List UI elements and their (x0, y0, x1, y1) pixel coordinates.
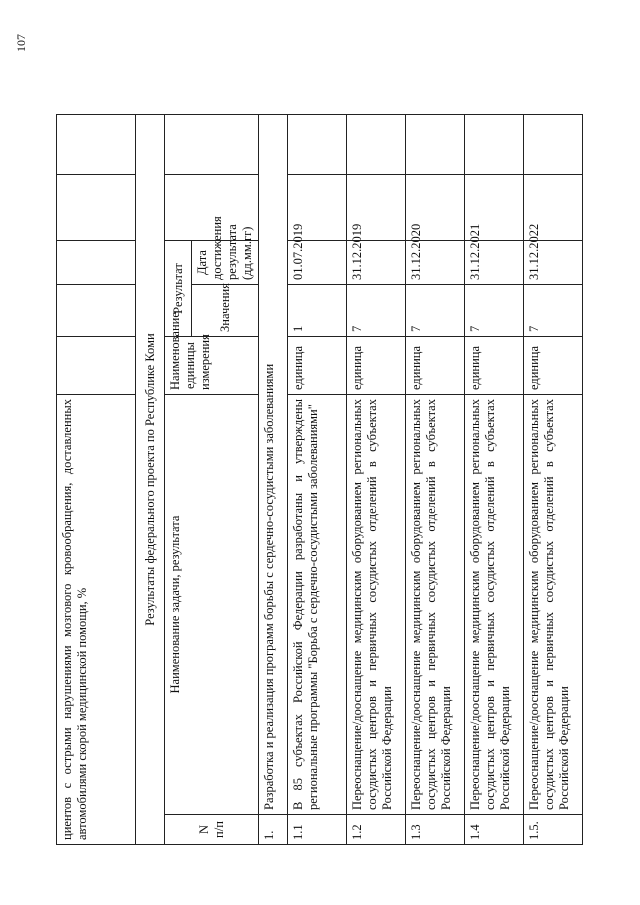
empty-cell (347, 115, 406, 175)
row-unit: единица (524, 337, 583, 395)
row-unit: единица (288, 337, 347, 395)
empty-cell (406, 115, 465, 175)
row-value: 7 (524, 285, 583, 337)
section-title: Результаты федерального проекта по Республике Коми (136, 115, 165, 845)
row-value: 7 (347, 285, 406, 337)
table-row (406, 115, 465, 845)
row-date: 01.07.2019 (288, 241, 347, 285)
row-num: 1.1 (288, 815, 347, 845)
results-table (56, 114, 583, 845)
empty-cell (57, 337, 136, 395)
row-name: В 85 субъектах Российской Федерации разработаны и утверждены региональные программы "Борьба с сердечно-сосудистыми заболеваниями" (288, 395, 347, 815)
task-num: 1. (259, 815, 288, 845)
row-name: Переоснащение/дооснащение медицинским оборудованием региональных сосудистых центров и первичных сосудистых отделений в субъектах Российской Федерации (524, 395, 583, 815)
rotated-table-container (56, 115, 586, 845)
row-value: 7 (406, 285, 465, 337)
header-row-1 (165, 115, 192, 845)
task-row (259, 115, 288, 845)
task-name: Разработка и реализация программ борьбы с сердечно-сосудистыми заболеваниями (259, 115, 288, 815)
empty-cell (465, 115, 524, 175)
empty-cell (57, 115, 136, 175)
row-value: 7 (465, 285, 524, 337)
header-result: Результат (165, 241, 192, 337)
empty-cell (524, 115, 583, 175)
header-value: Значения (192, 285, 259, 337)
row-value: 1 (288, 285, 347, 337)
page-number: 107 (14, 34, 28, 52)
header-name: Наименование задачи, результата (165, 395, 259, 815)
empty-cell (288, 115, 347, 175)
row-date: 31.12.2020 (406, 241, 465, 285)
header-date: Дата достижения результата (дд.мм.гг) (192, 241, 259, 285)
indicator-row (57, 115, 136, 845)
empty-cell (57, 285, 136, 337)
row-name: Переоснащение/дооснащение медицинским оборудованием региональных сосудистых центров и первичных сосудистых отделений в субъектах Российской Федерации (465, 395, 524, 815)
empty-cell (165, 115, 259, 175)
table-row (524, 115, 583, 845)
header-num: N п/п (165, 815, 259, 845)
row-date: 31.12.2019 (347, 241, 406, 285)
table-row (288, 115, 347, 845)
section-title-row (136, 115, 165, 845)
row-num: 1.5. (524, 815, 583, 845)
row-num: 1.2 (347, 815, 406, 845)
row-name: Переоснащение/дооснащение медицинским оборудованием региональных сосудистых центров и первичных сосудистых отделений в субъектах Российской Федерации (406, 395, 465, 815)
row-date: 31.12.2021 (465, 241, 524, 285)
table-row (465, 115, 524, 845)
row-unit: единица (406, 337, 465, 395)
empty-cell (57, 175, 136, 241)
row-date: 31.12.2022 (524, 241, 583, 285)
indicator-text: циентов с острыми нарушениями мозгового кровообращения, доставленных автомобилями скорой медицинской помощи, % (57, 395, 136, 845)
row-unit: единица (465, 337, 524, 395)
row-unit: единица (347, 337, 406, 395)
row-num: 1.3 (406, 815, 465, 845)
empty-cell (57, 241, 136, 285)
row-name: Переоснащение/дооснащение медицинским оборудованием региональных сосудистых центров и первичных сосудистых отделений в субъектах Российской Федерации (347, 395, 406, 815)
row-num: 1.4 (465, 815, 524, 845)
table-row (347, 115, 406, 845)
header-unit: Наименование единицы измерения (165, 337, 259, 395)
